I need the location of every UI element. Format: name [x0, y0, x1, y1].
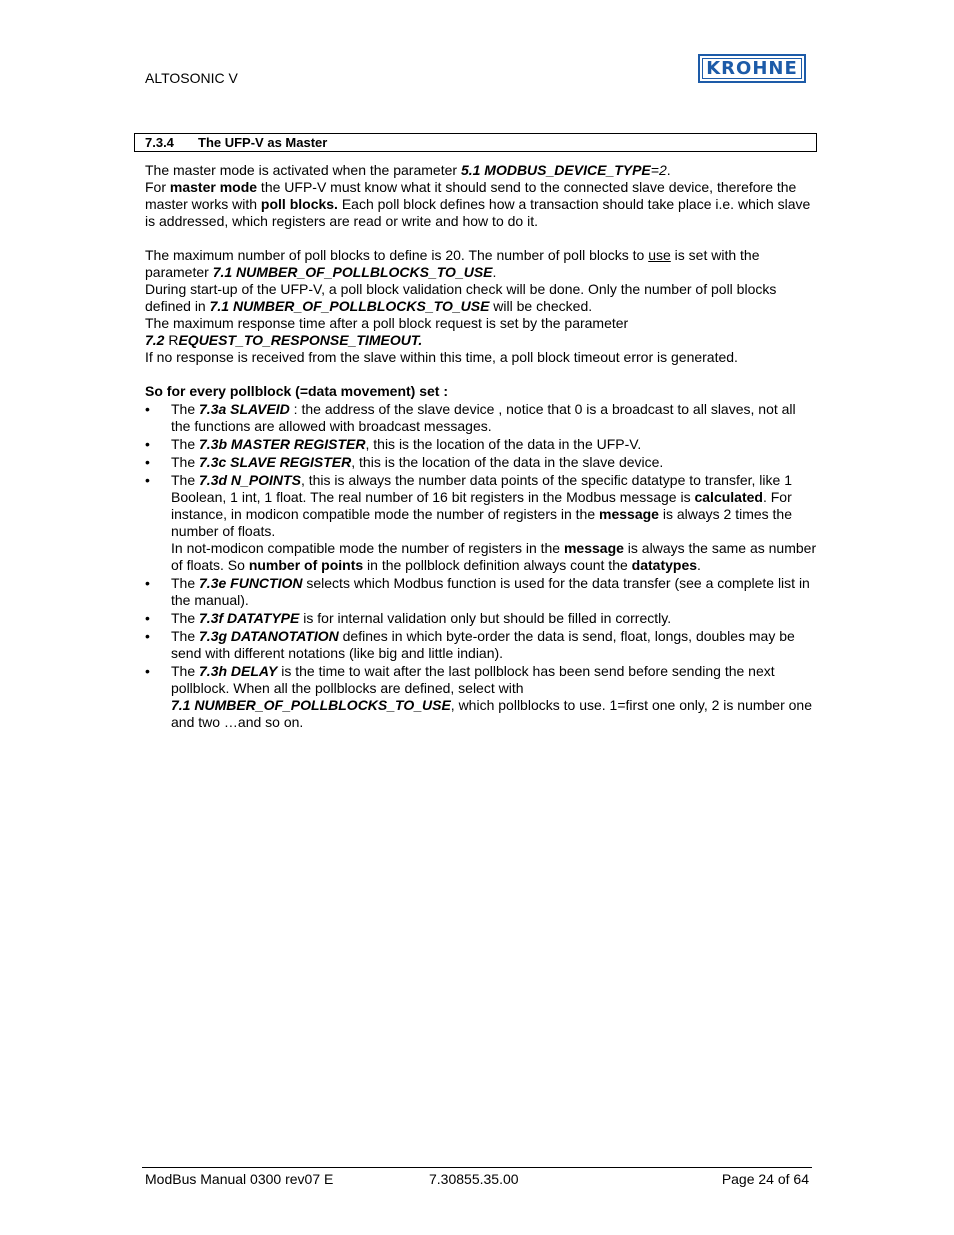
parameter-ref: 7.3f DATATYPE — [199, 610, 300, 626]
text: defines in which byte-order the data is send, float, longs, doubles may be send with different notations (like big and little indian). — [171, 628, 795, 661]
parameter-ref: 5.1 MODBUS_DEVICE_TYPE — [460, 162, 651, 178]
text: The — [171, 575, 200, 591]
section-title: The UFP-V as Master — [198, 135, 328, 150]
footer-document-name: ModBus Manual 0300 rev07 E — [145, 1171, 334, 1187]
text: The — [171, 610, 200, 626]
footer-divider — [142, 1167, 812, 1168]
parameter-ref: 7.3d N_POINTS — [199, 472, 301, 488]
text: , this is the location of the data in the slave device. — [351, 454, 664, 470]
bullet-icon: • — [145, 628, 150, 644]
text: . — [492, 264, 497, 280]
parameter-ref: 7.3a SLAVEID — [199, 401, 290, 417]
text: Each poll block defines how a transaction should take place i.e. which slave is addressed, which registers are read or write and how to do it. — [145, 196, 811, 229]
paragraph-startup-check — [145, 281, 817, 315]
text: . — [697, 557, 701, 573]
bold-term: message — [563, 540, 624, 556]
bold-term: master mode — [169, 179, 258, 195]
bullet-icon: • — [145, 454, 150, 470]
krohne-logo — [698, 54, 806, 83]
text: The — [171, 454, 200, 470]
parameter-ref: 7.2 — [145, 332, 165, 348]
text: The — [171, 628, 200, 644]
text: The master mode is activated when the parameter — [145, 162, 461, 178]
footer-document-number: 7.30855.35.00 — [429, 1171, 519, 1187]
text: For — [145, 179, 170, 195]
text: the UFP-V must know what it should send to the connected slave device, therefore the master works with — [145, 179, 797, 212]
underlined-term: use — [648, 247, 671, 263]
text: . For instance, in modicon compatible mode the number of registers in the — [171, 489, 792, 522]
text: , this is always the number data points of the specific datatype to transfer, like 1 Boolean, 1 int, 1 float. The real number of 16 bit registers in the Modbus message is — [171, 472, 792, 505]
parameter-ref: 7.3b MASTER REGISTER — [199, 436, 366, 452]
text: is for internal validation only but should be filled in correctly. — [299, 610, 672, 626]
body-content — [145, 162, 817, 731]
list-heading: So for every pollblock (=data movement) set : — [145, 383, 449, 399]
footer-page-number: Page 24 of 64 — [721, 1171, 809, 1187]
bullet-icon: • — [145, 472, 150, 488]
section-number: 7.3.4 — [145, 135, 174, 150]
bullet-icon: • — [145, 575, 150, 591]
bold-term: datatypes — [631, 557, 698, 573]
text: . — [666, 162, 671, 178]
parameter-ref: EQUEST_TO_RESPONSE_TIMEOUT. — [178, 332, 423, 348]
text: The — [171, 436, 200, 452]
parameter-ref: 7.1 NUMBER_OF_POLLBLOCKS_TO_USE — [209, 298, 490, 314]
text: is the time to wait after the last pollblock has been send before sending the next pollblock. When all the pollblocks are defined, select with — [171, 663, 775, 696]
paragraph-response-time: The maximum response time after a poll block request is set by the parameter — [145, 315, 629, 331]
parameter-ref: 7.3e FUNCTION — [199, 575, 303, 591]
document-header-title: ALTOSONIC V — [145, 70, 238, 86]
parameter-ref: 7.3c SLAVE REGISTER — [199, 454, 352, 470]
bullet-icon: • — [145, 436, 150, 452]
bold-term: number of points — [248, 557, 364, 573]
text: R — [164, 332, 179, 348]
text: will be checked. — [489, 298, 593, 314]
text: in the pollblock definition always count the — [363, 557, 632, 573]
paragraph-timeout-parameter — [145, 332, 817, 349]
parameter-ref: 7.1 NUMBER_OF_POLLBLOCKS_TO_USE — [171, 697, 451, 713]
text: The maximum number of poll blocks to define is 20. The number of poll blocks to — [145, 247, 649, 263]
list-item-datanotation — [145, 628, 817, 662]
pollblock-settings-list — [145, 401, 817, 731]
bold-term: calculated — [694, 489, 763, 505]
list-item-n-points — [145, 472, 817, 574]
text: During start-up of the UFP-V, a poll block validation check will be done. Only the number of poll blocks defined in — [145, 281, 777, 314]
text: selects which Modbus function is used for the data transfer (see a complete list in the manual). — [171, 575, 810, 608]
parameter-ref: 7.1 NUMBER_OF_POLLBLOCKS_TO_USE — [212, 264, 493, 280]
list-item-master-register — [145, 436, 817, 453]
paragraph-poll-blocks — [145, 179, 817, 230]
text: : the address of the slave device , notice that 0 is a broadcast to all slaves, not all the functions are allowed with broadcast messages. — [171, 401, 796, 434]
paragraph-max-poll-blocks — [145, 247, 817, 281]
bold-term: poll blocks. — [260, 196, 338, 212]
list-item-function — [145, 575, 817, 609]
paragraph-timeout-error: If no response is received from the slave within this time, a poll block timeout error is generated. — [145, 349, 738, 365]
logo-text: KROHNE — [706, 57, 798, 79]
parameter-ref: 7.3h DELAY — [199, 663, 278, 679]
list-item-slaveid — [145, 401, 817, 435]
list-item-slave-register — [145, 454, 817, 471]
section-heading — [134, 133, 817, 152]
text: The — [171, 663, 200, 679]
text: is always the same as number of floats. So — [171, 540, 817, 573]
bullet-icon: • — [145, 401, 150, 417]
bullet-icon: • — [145, 663, 150, 679]
text: is set with the parameter — [145, 247, 760, 280]
list-item-delay — [145, 663, 817, 731]
paragraph-master-mode — [145, 162, 817, 179]
text: The — [171, 472, 200, 488]
bullet-icon: • — [145, 610, 150, 626]
parameter-ref: 7.3g DATANOTATION — [199, 628, 339, 644]
text: is always 2 times the number of floats. — [171, 506, 793, 539]
logo-frame — [702, 58, 802, 79]
parameter-value: =2 — [650, 162, 667, 178]
list-item-datatype — [145, 610, 817, 627]
text: , which pollblocks to use. 1=first one only, 2 is number one and two …and so on. — [171, 697, 813, 730]
text: , this is the location of the data in the UFP-V. — [365, 436, 642, 452]
bold-term: message — [599, 506, 659, 522]
text: In not-modicon compatible mode the number of registers in the — [171, 540, 564, 556]
text: The — [171, 401, 200, 417]
